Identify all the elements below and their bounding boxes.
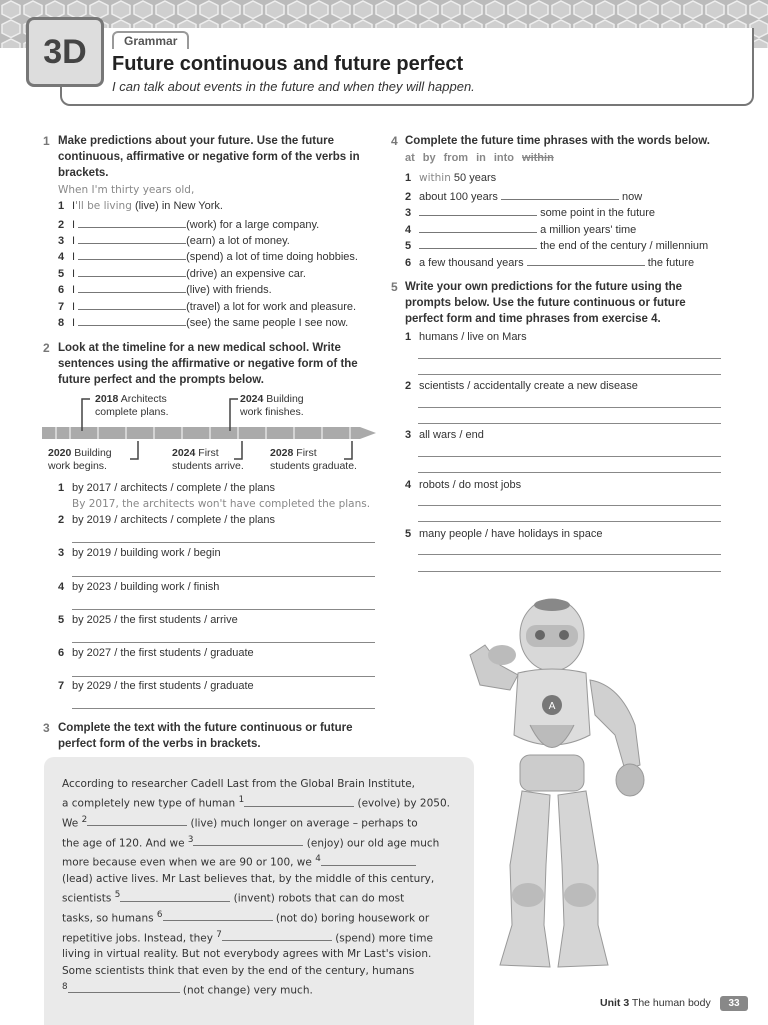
answer-line[interactable] [418, 374, 721, 375]
answer-line[interactable] [72, 542, 375, 543]
exercise-number: 2 [43, 341, 50, 355]
timeline-label: 2024 First students arrive. [172, 447, 244, 472]
answer-blank[interactable] [419, 205, 537, 216]
answer-line[interactable] [418, 407, 721, 408]
list-item: 3 by 2019 / building work / begin [58, 547, 221, 559]
answer-line[interactable] [418, 472, 721, 473]
answer-line[interactable] [72, 676, 375, 677]
answer-line[interactable] [72, 642, 375, 643]
answer-blank[interactable] [193, 835, 303, 846]
answer-line[interactable] [72, 609, 375, 610]
answer-line[interactable] [418, 423, 721, 424]
list-item: 2 about 100 years now [405, 191, 643, 203]
example-lead: When I'm thirty years old, [58, 184, 195, 196]
list-item: 1 I'll be living (live) in New York. [58, 200, 223, 212]
example-answer: By 2017, the architects won't have completed the plans. [72, 498, 371, 510]
list-item: 2 I (work) for a large company. [58, 219, 320, 231]
exercise-4-instruction: Complete the future time phrases with the words below. [405, 135, 711, 147]
timeline-label: 2018 Architects complete plans. [95, 393, 169, 418]
list-item: 4 I (spend) a lot of time doing hobbies. [58, 251, 358, 263]
answer-blank[interactable] [78, 249, 186, 260]
answer-line[interactable] [418, 505, 721, 506]
list-item: 3 all wars / end [405, 429, 484, 441]
answer-blank[interactable] [78, 217, 186, 228]
answer-line[interactable] [418, 571, 721, 572]
answer-line[interactable] [72, 708, 375, 709]
answer-blank[interactable] [419, 238, 537, 249]
list-item: 6 a few thousand years the future [405, 257, 695, 269]
answer-blank[interactable] [222, 930, 332, 941]
answer-line[interactable] [418, 456, 721, 457]
list-item: 4 robots / do most jobs [405, 479, 522, 491]
answer-blank[interactable] [78, 299, 186, 310]
list-item: 4 a million years' time [405, 224, 637, 236]
reading-text: According to researcher Cadell Last from the Global Brain Institute, a completely new type of human $^1$ (evolve) by 2050. We $^2$ (live) much longer on average – perhaps to the age of 120. And we $^3$ (enjoy) our old age much more because even when we are 90 or 100, we $^4$ (lead) active lives. Mr Last believes that, by the middle of this century, scientists $^5$ (invent) robots that can do most tasks, so humans $^6$ (not do) boring housework or repetitive jobs. Instead, they $^7$ (spend) more time living in virtual reality. But not everybody agrees with Mr Last's vision. Some scientists think that even by the end of the century, humans $^8$ (not change) very much. [62, 778, 450, 997]
answer-line[interactable] [418, 521, 721, 522]
list-item: 5 I (drive) an expensive car. [58, 268, 306, 280]
list-item: 6 I (live) with friends. [58, 284, 272, 296]
timeline-label: 2020 Building work begins. [48, 447, 112, 472]
list-item: 3 some point in the future [405, 207, 656, 219]
answer-blank[interactable] [244, 796, 354, 807]
answer-blank[interactable] [78, 233, 186, 244]
list-item: 5 by 2025 / the first students / arrive [58, 614, 238, 626]
list-item: 1 within 50 years [405, 172, 497, 184]
list-item: 3 I (earn) a lot of money. [58, 235, 290, 247]
list-item: 7 by 2029 / the first students / graduate [58, 680, 254, 692]
list-item: 5 the end of the century / millennium [405, 240, 709, 252]
list-item: 4 by 2023 / building work / finish [58, 581, 220, 593]
list-item: 2 scientists / accidentally create a new disease [405, 380, 638, 392]
exercise-5-instruction: Write your own predictions for the future using the prompts below. Use the future continuous or future perfect form and time phrases from exercise 4. [405, 281, 686, 325]
list-item: 8 I (see) the same people I see now. [58, 317, 349, 329]
page-footer: Unit 3 The human body [600, 997, 711, 1009]
list-item: 1 humans / live on Mars [405, 331, 527, 343]
exercise-number: 5 [391, 280, 398, 294]
section-tab: Grammar [112, 31, 189, 49]
answer-blank[interactable] [68, 982, 180, 993]
answer-blank[interactable] [501, 189, 619, 200]
answer-line[interactable] [418, 554, 721, 555]
word-box: at by from in into within [405, 152, 554, 164]
unit-code-badge: 3D [26, 17, 104, 87]
svg-text:A: A [548, 701, 556, 712]
answer-blank[interactable] [78, 282, 186, 293]
page-title: Future continuous and future perfect [112, 53, 464, 75]
answer-blank[interactable] [78, 315, 186, 326]
answer-blank[interactable] [419, 222, 537, 233]
answer-blank[interactable] [87, 815, 187, 826]
exercise-number: 4 [391, 134, 398, 148]
list-item: 5 many people / have holidays in space [405, 528, 603, 540]
exercise-2-instruction: Look at the timeline for a new medical school. Write sentences using the affirmative or negative form of the future perfect and the prompts below. [58, 342, 358, 386]
answer-blank[interactable] [120, 891, 230, 902]
list-item: 2 by 2019 / architects / complete / the plans [58, 514, 276, 526]
exercise-number: 1 [43, 134, 50, 148]
answer-blank[interactable] [321, 855, 416, 866]
page-number: 33 [720, 996, 748, 1011]
list-item: 6 by 2027 / the first students / graduate [58, 647, 254, 659]
list-item: 7 I (travel) a lot for work and pleasure. [58, 301, 357, 313]
answer-blank[interactable] [78, 266, 186, 277]
page-subtitle: I can talk about events in the future and when they will happen. [112, 79, 475, 94]
list-item: 1 by 2017 / architects / complete / the plans [58, 482, 276, 494]
exercise-number: 3 [43, 721, 50, 735]
answer-blank[interactable] [527, 255, 645, 266]
timeline-label: 2028 First students graduate. [270, 447, 357, 472]
robot-illustration [440, 595, 670, 985]
answer-line[interactable] [72, 576, 375, 577]
answer-blank[interactable] [163, 910, 273, 921]
timeline-label: 2024 Building work finishes. [240, 393, 304, 418]
exercise-3-instruction: Complete the text with the future continuous or future perfect form of the verbs in brackets. [58, 722, 353, 750]
answer-line[interactable] [418, 358, 721, 359]
exercise-1-instruction: Make predictions about your future. Use the future continuous, affirmative or negative form of the verbs in brackets. [58, 135, 360, 179]
